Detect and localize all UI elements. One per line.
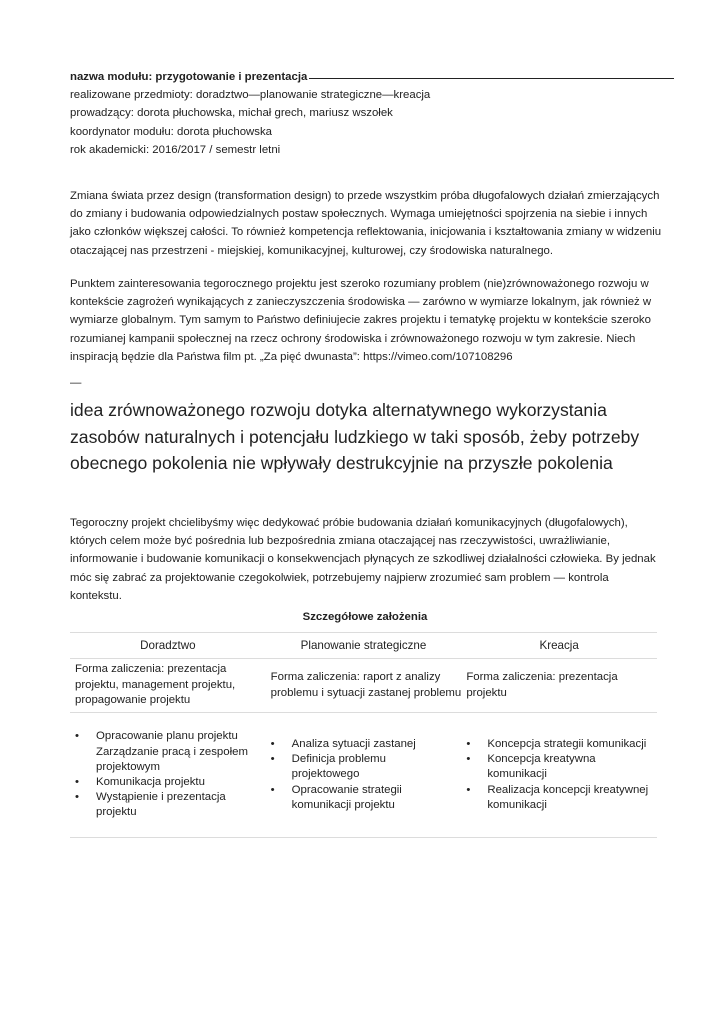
task-text: Realizacja koncepcji kreatywnej komunikacji (487, 783, 649, 811)
table-rule (70, 837, 657, 838)
list-item (266, 752, 462, 782)
academic-year: rok akademicki: 2016/2017 / semestr letni (70, 143, 281, 156)
assessment-row (70, 659, 657, 712)
list-item (70, 790, 266, 820)
list-item (461, 737, 657, 752)
bullet-icon: • (270, 737, 275, 750)
tasks-doradztwo (70, 729, 266, 820)
task-text: Opracowanie planu projektu Zarządzanie pracą i zespołem projektowym (96, 730, 248, 773)
bullet-icon: • (270, 753, 275, 766)
quote-dash: — (70, 377, 82, 389)
list-item (266, 737, 462, 752)
assessment-doradztwo: Forma zaliczenia: prezentacja projektu, management projektu, propagowanie projektu (75, 663, 236, 707)
task-list (70, 729, 266, 820)
column-header-planowanie: Planowanie strategiczne (300, 639, 427, 652)
module-subjects: realizowane przedmioty: doradztwo—planowanie strategiczne—kreacja (70, 89, 431, 102)
intro-paragraph: Zmiana świata przez design (transformation design) to przede wszystkim próba długofalowych działań zmierzających do zmiany i budowania odpowiedzialnych postaw społecznych. Wymaga umiejętności spojrzenia na siebie i innych jako członków większej całości. To również kompetencja reflektowania, inicjowania i kształtowania zmiany w widzeniu otaczającej nas przestrzeni - miejskiej, komunikacyjnej, kulturowej, czy środowiska naturalnego. (70, 190, 662, 257)
bullet-icon: • (75, 791, 79, 804)
bullet-icon: • (75, 776, 79, 788)
tasks-row (70, 713, 657, 837)
task-list (461, 737, 657, 813)
bullet-icon: • (466, 783, 471, 796)
task-text: Analiza sytuacji zastanej (291, 737, 416, 750)
task-text: Komunikacja projektu (96, 776, 205, 788)
title-rule (309, 78, 674, 79)
details-table (70, 632, 657, 838)
task-text: Koncepcja strategii komunikacji (487, 737, 647, 750)
task-text: Opracowanie strategii komunikacji projektu (291, 783, 402, 811)
task-list (266, 737, 462, 813)
task-text: Definicja problemu projektowego (291, 753, 387, 781)
list-item (461, 783, 657, 813)
column-header-kreacja: Kreacja (539, 639, 579, 652)
task-text: Wystąpienie i prezentacja projektu (96, 791, 226, 819)
list-item (70, 775, 266, 790)
module-info (70, 68, 660, 159)
project-focus-paragraph: Punktem zainteresowania tegorocznego projektu jest szeroko rozumiany problem (nie)zrównoważonego rozwoju w kontekście zagrożeń wynikających z zanieczyszczenia środowiska — zarówno w wymiarze lokalnym, jak również w wymiarze globalnym. Tym samym to Państwo definiujecie zakres projektu i tematykę projektu w kontekście szeroko rozumianej kampanii społecznej na rzecz ochrony środowiska i zrównoważonego rozwoju w tym zakresie. Niech inspiracją będzie dla Państwa film pt. „Za pięć dwunasta”: https://vimeo.com/107108296 (70, 278, 652, 363)
list-item (70, 729, 266, 775)
project-goal-paragraph: Tegoroczny projekt chcielibyśmy więc dedykować próbie budowania działań komunikacyjnych (długofalowych), których celem może być pośrednia lub bezpośrednia zmiana otaczającej nas rzeczywistości, uwrażliwianie, informowanie i budowanie komunikacji o konsekwencjach płynących ze szkodliwej działalności człowieka. By jednak móc się zabrać za projektowanie czegokolwiek, potrzebujemy najpierw zrozumieć sam problem — kontrola kontekstu. (70, 517, 656, 602)
tasks-planowanie (266, 737, 462, 813)
bullet-icon: • (466, 753, 471, 766)
bullet-icon: • (466, 737, 471, 750)
assessment-planowanie: Forma zaliczenia: raport z analizy problemu i sytuacji zastanej problemu (270, 671, 462, 699)
table-header-row (70, 633, 657, 658)
list-item (461, 752, 657, 782)
module-title-row (70, 68, 660, 86)
module-title: nazwa modułu: przygotowanie i prezentacja (70, 71, 308, 83)
column-header-doradztwo: Doradztwo (140, 639, 196, 652)
list-item (266, 783, 462, 813)
details-heading: Szczegółowe założenia (302, 611, 428, 623)
task-text: Koncepcja kreatywna komunikacji (487, 753, 596, 781)
pull-quote: idea zrównoważonego rozwoju dotyka alternatywnego wykorzystania zasobów naturalnych i potencjału ludzkiego w taki sposób, żeby potrzeby obecnego pokolenia nie wpływały destrukcyjnie na przyszłe pokolenia (70, 400, 640, 473)
module-coordinator: koordynator modułu: dorota płuchowska (70, 125, 272, 138)
assessment-kreacja: Forma zaliczenia: prezentacja projektu (466, 671, 618, 699)
module-instructors: prowadzący: dorota płuchowska, michał grech, mariusz wszołek (70, 107, 393, 120)
bullet-icon: • (270, 783, 275, 796)
bullet-icon: • (75, 730, 79, 743)
tasks-kreacja (461, 737, 657, 813)
